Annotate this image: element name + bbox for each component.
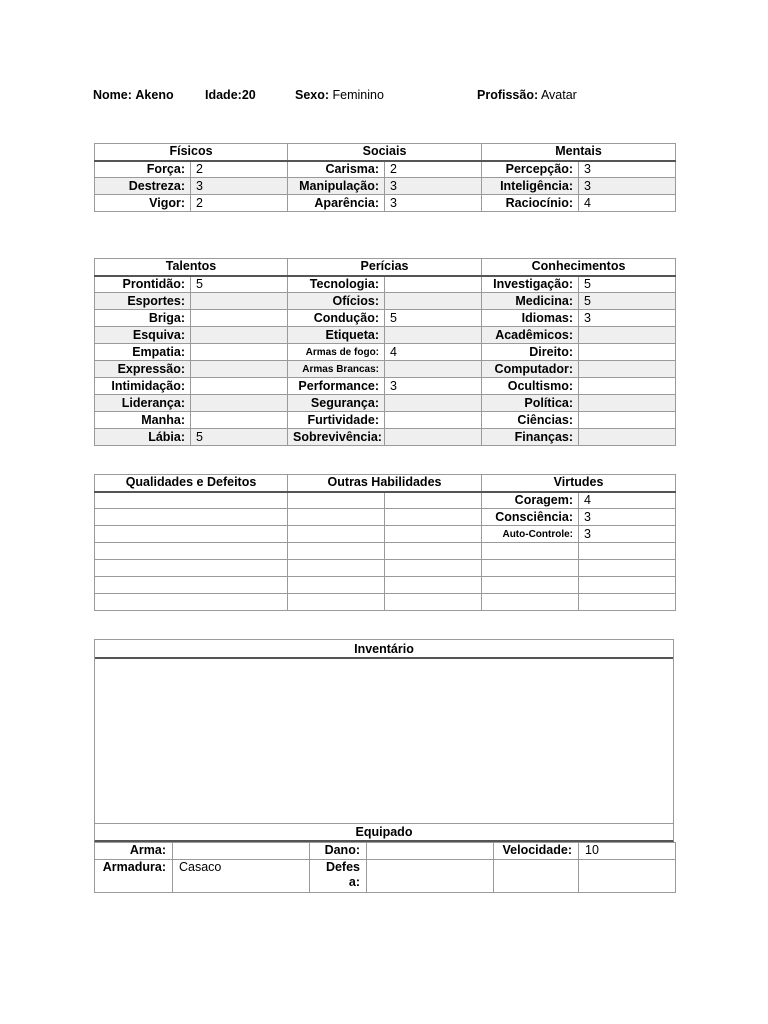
ability-label: Manha: xyxy=(95,412,191,429)
abilities-row xyxy=(95,395,676,412)
ability-label: Computador: xyxy=(482,361,579,378)
other-ability-cell[interactable] xyxy=(288,594,385,611)
attribute-label: Percepção: xyxy=(482,161,579,178)
attribute-label: Inteligência: xyxy=(482,178,579,195)
other-ability-cell[interactable] xyxy=(288,577,385,594)
ability-value[interactable] xyxy=(579,412,676,429)
attributes-header-social: Sociais xyxy=(288,144,482,161)
abilities-row xyxy=(95,293,676,310)
virtue-label: Auto-Controle: xyxy=(482,526,579,543)
ability-value[interactable] xyxy=(191,361,288,378)
ability-label: Idiomas: xyxy=(482,310,579,327)
ability-label: Prontidão: xyxy=(95,276,191,293)
ability-value[interactable] xyxy=(191,378,288,395)
abilities-row xyxy=(95,378,676,395)
ability-value[interactable] xyxy=(385,412,482,429)
merits-flaws-cell[interactable] xyxy=(95,526,288,543)
ability-label: Empatia: xyxy=(95,344,191,361)
other-ability-cell[interactable] xyxy=(288,560,385,577)
other-ability-value-cell[interactable] xyxy=(385,560,482,577)
attributes-header-mental: Mentais xyxy=(482,144,676,161)
equipped-empty-cell[interactable] xyxy=(494,860,579,893)
virtue-empty-value-cell[interactable] xyxy=(579,543,676,560)
ability-label: Esquiva: xyxy=(95,327,191,344)
ability-value[interactable] xyxy=(579,327,676,344)
ability-value[interactable] xyxy=(191,293,288,310)
ability-label: Medicina: xyxy=(482,293,579,310)
advantages-header-row xyxy=(95,475,676,492)
ability-value[interactable] xyxy=(191,412,288,429)
other-ability-value-cell[interactable] xyxy=(385,492,482,509)
attribute-label: Raciocínio: xyxy=(482,195,579,212)
ability-label: Segurança: xyxy=(288,395,385,412)
ability-label: Performance: xyxy=(288,378,385,395)
ability-value[interactable]: 5 xyxy=(579,276,676,293)
armor-value[interactable]: Casaco xyxy=(173,860,310,893)
damage-value[interactable] xyxy=(367,843,494,860)
equipped-table xyxy=(94,842,676,893)
ability-label: Ofícios: xyxy=(288,293,385,310)
virtue-empty-cell[interactable] xyxy=(482,577,579,594)
name-field: Nome: Akeno xyxy=(93,88,174,102)
attribute-label: Manipulação: xyxy=(288,178,385,195)
merits-flaws-cell[interactable] xyxy=(95,560,288,577)
virtue-empty-value-cell[interactable] xyxy=(579,594,676,611)
attribute-value[interactable]: 3 xyxy=(579,178,676,195)
ability-value[interactable] xyxy=(385,429,482,446)
sex-field: Sexo: Feminino xyxy=(295,88,384,102)
ability-value[interactable] xyxy=(579,378,676,395)
virtue-value[interactable]: 4 xyxy=(579,492,676,509)
ability-label: Finanças: xyxy=(482,429,579,446)
other-ability-cell[interactable] xyxy=(288,509,385,526)
advantages-header-other-abilities: Outras Habilidades xyxy=(288,475,482,492)
abilities-row xyxy=(95,276,676,293)
ability-label: Esportes: xyxy=(95,293,191,310)
other-ability-value-cell[interactable] xyxy=(385,509,482,526)
abilities-table xyxy=(94,258,676,446)
ability-label: Lábia: xyxy=(95,429,191,446)
advantages-header-merits-flaws: Qualidades e Defeitos xyxy=(95,475,288,492)
attribute-value[interactable]: 4 xyxy=(579,195,676,212)
ability-value[interactable]: 3 xyxy=(579,310,676,327)
ability-label: Sobrevivência: xyxy=(288,429,385,446)
merits-flaws-cell[interactable] xyxy=(95,577,288,594)
ability-label: Ocultismo: xyxy=(482,378,579,395)
virtue-value[interactable]: 3 xyxy=(579,526,676,543)
merits-flaws-cell[interactable] xyxy=(95,509,288,526)
attribute-label: Carisma: xyxy=(288,161,385,178)
ability-label: Etiqueta: xyxy=(288,327,385,344)
armor-label: Armadura: xyxy=(95,860,173,893)
attribute-value[interactable]: 2 xyxy=(385,161,482,178)
attribute-label: Vigor: xyxy=(95,195,191,212)
other-ability-cell[interactable] xyxy=(288,526,385,543)
virtue-empty-value-cell[interactable] xyxy=(579,577,676,594)
ability-label: Ciências: xyxy=(482,412,579,429)
advantages-row xyxy=(95,560,676,577)
ability-label: Expressão: xyxy=(95,361,191,378)
attributes-row xyxy=(95,195,676,212)
ability-label: Furtividade: xyxy=(288,412,385,429)
ability-label: Condução: xyxy=(288,310,385,327)
ability-value[interactable] xyxy=(191,310,288,327)
attribute-value[interactable]: 2 xyxy=(191,161,288,178)
ability-value[interactable]: 5 xyxy=(579,293,676,310)
equipped-empty-value-cell[interactable] xyxy=(579,860,676,893)
other-ability-value-cell[interactable] xyxy=(385,526,482,543)
advantages-row xyxy=(95,509,676,526)
ability-value[interactable] xyxy=(579,344,676,361)
abilities-row xyxy=(95,327,676,344)
abilities-header-talents: Talentos xyxy=(95,259,288,276)
other-ability-cell[interactable] xyxy=(288,543,385,560)
attributes-table xyxy=(94,143,676,212)
ability-value[interactable]: 4 xyxy=(385,344,482,361)
advantages-row xyxy=(95,543,676,560)
advantages-row xyxy=(95,594,676,611)
ability-value[interactable] xyxy=(385,327,482,344)
abilities-header-row xyxy=(95,259,676,276)
equipped-row-armor xyxy=(95,860,676,893)
attributes-header-row xyxy=(95,144,676,161)
virtue-empty-cell[interactable] xyxy=(482,594,579,611)
ability-value[interactable]: 5 xyxy=(191,429,288,446)
ability-value[interactable] xyxy=(191,395,288,412)
weapon-label: Arma: xyxy=(95,843,173,860)
advantages-row xyxy=(95,526,676,543)
advantages-row xyxy=(95,577,676,594)
defense-value[interactable] xyxy=(367,860,494,893)
abilities-row xyxy=(95,429,676,446)
attribute-value[interactable]: 3 xyxy=(191,178,288,195)
ability-label: Política: xyxy=(482,395,579,412)
ability-label: Armas Brancas: xyxy=(288,361,385,378)
defense-label: Defesa: xyxy=(310,860,367,893)
weapon-value[interactable] xyxy=(173,843,310,860)
ability-value[interactable] xyxy=(191,327,288,344)
age-field: Idade:20 xyxy=(205,88,256,102)
merits-flaws-cell[interactable] xyxy=(95,543,288,560)
virtue-label: Consciência: xyxy=(482,509,579,526)
virtue-label: Coragem: xyxy=(482,492,579,509)
attribute-value[interactable]: 3 xyxy=(385,195,482,212)
ability-value[interactable] xyxy=(385,276,482,293)
abilities-header-knowledges: Conhecimentos xyxy=(482,259,676,276)
ability-value[interactable] xyxy=(385,361,482,378)
other-ability-value-cell[interactable] xyxy=(385,577,482,594)
speed-label: Velocidade: xyxy=(494,843,579,860)
ability-value[interactable] xyxy=(191,344,288,361)
ability-value[interactable] xyxy=(579,395,676,412)
attributes-row xyxy=(95,161,676,178)
attribute-value[interactable]: 3 xyxy=(385,178,482,195)
abilities-row xyxy=(95,310,676,327)
ability-label: Briga: xyxy=(95,310,191,327)
ability-label: Intimidação: xyxy=(95,378,191,395)
advantages-row xyxy=(95,492,676,509)
ability-value[interactable]: 3 xyxy=(385,378,482,395)
profession-field: Profissão: Avatar xyxy=(477,88,577,102)
ability-value[interactable] xyxy=(579,429,676,446)
attributes-header-physical: Físicos xyxy=(95,144,288,161)
equipped-title: Equipado xyxy=(94,823,674,842)
abilities-row xyxy=(95,344,676,361)
virtue-empty-cell[interactable] xyxy=(482,543,579,560)
inventory-content-area[interactable] xyxy=(95,659,673,823)
attribute-label: Força: xyxy=(95,161,191,178)
virtue-empty-cell[interactable] xyxy=(482,560,579,577)
damage-label: Dano: xyxy=(310,843,367,860)
virtue-empty-value-cell[interactable] xyxy=(579,560,676,577)
ability-label: Armas de fogo: xyxy=(288,344,385,361)
ability-value[interactable] xyxy=(579,361,676,378)
other-ability-cell[interactable] xyxy=(288,492,385,509)
ability-label: Direito: xyxy=(482,344,579,361)
speed-value[interactable]: 10 xyxy=(579,843,676,860)
merits-flaws-cell[interactable] xyxy=(95,492,288,509)
abilities-header-skills: Perícias xyxy=(288,259,482,276)
abilities-row xyxy=(95,361,676,378)
ability-label: Liderança: xyxy=(95,395,191,412)
attribute-value[interactable]: 3 xyxy=(579,161,676,178)
attribute-label: Destreza: xyxy=(95,178,191,195)
attribute-value[interactable]: 2 xyxy=(191,195,288,212)
ability-label: Tecnologia: xyxy=(288,276,385,293)
ability-value[interactable] xyxy=(385,293,482,310)
ability-value[interactable]: 5 xyxy=(385,310,482,327)
attribute-label: Aparência: xyxy=(288,195,385,212)
ability-label: Acadêmicos: xyxy=(482,327,579,344)
inventory-box xyxy=(94,639,674,824)
advantages-table xyxy=(94,474,676,611)
ability-label: Investigação: xyxy=(482,276,579,293)
abilities-row xyxy=(95,412,676,429)
ability-value[interactable]: 5 xyxy=(191,276,288,293)
virtue-value[interactable]: 3 xyxy=(579,509,676,526)
character-header xyxy=(93,88,693,104)
merits-flaws-cell[interactable] xyxy=(95,594,288,611)
equipped-row-weapon xyxy=(95,843,676,860)
advantages-header-virtues: Virtudes xyxy=(482,475,676,492)
attributes-row xyxy=(95,178,676,195)
ability-value[interactable] xyxy=(385,395,482,412)
other-ability-value-cell[interactable] xyxy=(385,594,482,611)
other-ability-value-cell[interactable] xyxy=(385,543,482,560)
inventory-title: Inventário xyxy=(95,640,673,659)
